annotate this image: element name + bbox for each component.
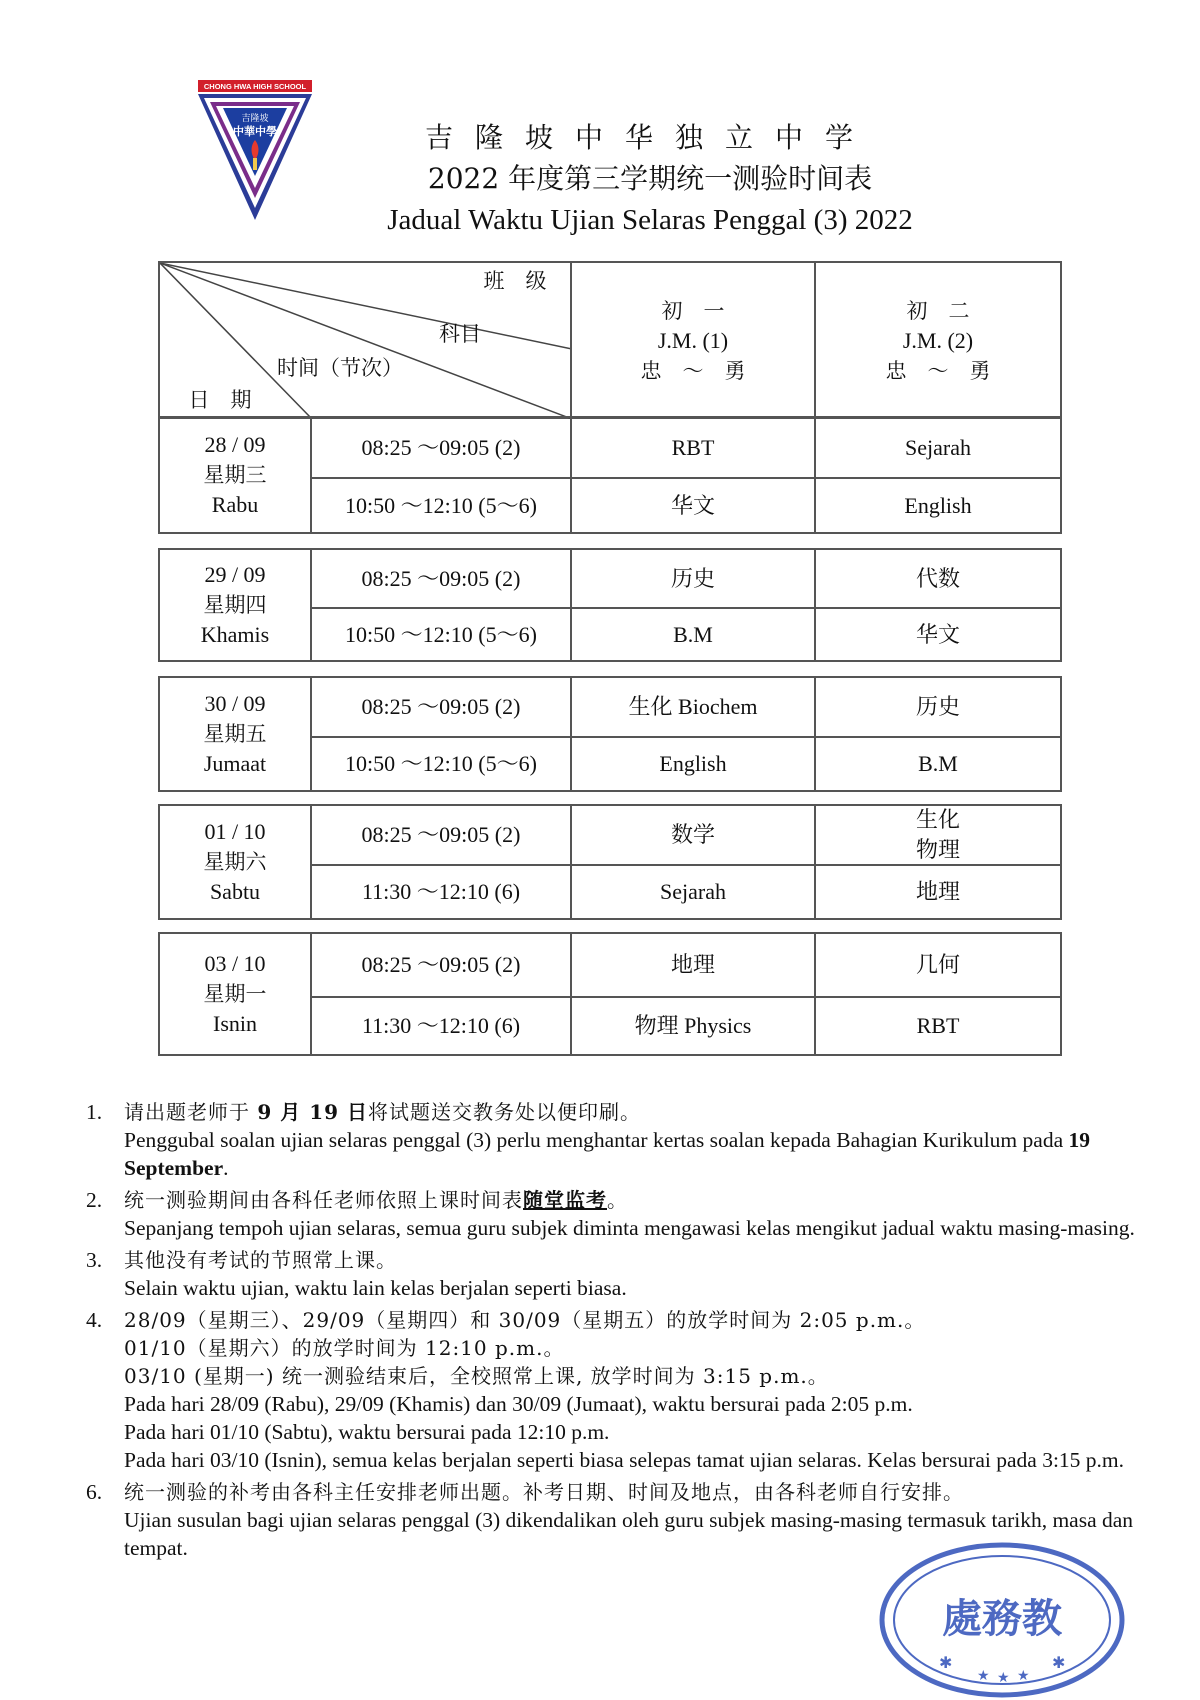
note-1: 1. 请出题老师于 9 月 19 日将试题送交教务处以便印刷。 Penggubal soalan ujian selaras penggal (3) perlu menghantar kertas soalan kepada Bahagian Kurikulum pada 19 September.: [86, 1100, 1090, 1180]
day-date-cell: [160, 806, 310, 918]
date-label: 日 期: [188, 388, 252, 412]
note-3: 3. 其他没有考试的节照常上课。 Selain waktu ujian, waktu lain kelas berjalan seperti biasa.: [86, 1248, 627, 1300]
jm2-code: J.M. (2): [902, 328, 974, 353]
day-block: [158, 804, 1062, 920]
slot-jm2-subject: 华文: [915, 621, 960, 647]
slot-jm2-subject: 历史: [915, 694, 960, 719]
slot-jm1-subject: RBT: [671, 434, 715, 460]
slot-jm2-subject: English: [904, 492, 972, 518]
table-header: [158, 261, 1062, 419]
svg-text:★: ★: [1017, 1668, 1030, 1684]
slot-jm1-subject: 数学: [670, 822, 715, 847]
slot-time: 11:30 ～12:10 (6): [361, 879, 521, 904]
slot-time: 08:25 ～09:05 (2): [361, 565, 521, 591]
day-weekday-zh: 星期四: [203, 593, 267, 617]
day-date-cell: [160, 678, 310, 790]
svg-text:★: ★: [977, 1668, 990, 1684]
day-date: 01 / 10: [204, 819, 266, 844]
day-weekday-zh: 星期一: [203, 982, 267, 1006]
day-date-cell: [160, 934, 310, 1054]
day-weekday-zh: 星期五: [203, 722, 267, 746]
svg-text:✱: ✱: [1052, 1653, 1066, 1672]
day-block: [158, 548, 1062, 662]
class-label: 班 级: [483, 269, 547, 293]
day-date-cell: [160, 550, 310, 660]
day-date-cell: [160, 418, 310, 532]
day-weekday-zh: 星期六: [203, 850, 267, 874]
slot-jm2-subject: B.M: [918, 751, 958, 776]
title-ms: Jadual Waktu Ujian Selaras Penggal (3) 2022: [387, 204, 913, 236]
day-date: 03 / 10: [204, 951, 266, 976]
slot-jm2-subject: RBT: [916, 1013, 960, 1038]
jm2-zh: 初 二: [906, 299, 970, 323]
day-date: 28 / 09: [204, 432, 266, 457]
day-weekday-zh: 星期三: [203, 463, 267, 487]
slot-time: 08:25 ～09:05 (2): [361, 434, 521, 460]
slot-time: 08:25 ～09:05 (2): [361, 694, 521, 719]
slot-jm1-subject: Sejarah: [660, 879, 726, 904]
slot-time: 10:50 ～12:10 (5～6): [345, 492, 537, 518]
jm1-classes: 忠 ～ 勇: [640, 359, 746, 383]
slot-time: 10:50 ～12:10 (5～6): [345, 751, 537, 776]
slot-jm1-subject: English: [659, 751, 727, 776]
slot-time: 10:50 ～12:10 (5～6): [345, 621, 537, 647]
jm1-code: J.M. (1): [657, 328, 729, 353]
school-logo: [195, 80, 315, 230]
column-jm2: [816, 263, 1060, 419]
jm2-classes: 忠 ～ 勇: [885, 359, 991, 383]
time-label: 时间（节次）: [277, 356, 403, 380]
logo-city: 吉隆坡: [241, 114, 269, 124]
stamp-text: 處務教: [942, 1595, 1062, 1642]
slot-jm2-subject: 地理: [915, 879, 960, 904]
logo-name: 中華中學: [233, 125, 277, 138]
column-jm1: [572, 263, 814, 419]
logo-school-en: CHONG HWA HIGH SCHOOL: [203, 82, 307, 91]
slot-jm2-subject: Sejarah: [905, 434, 971, 460]
day-block: [158, 676, 1062, 792]
slot-time: 08:25 ～09:05 (2): [361, 952, 521, 977]
note-2: 2. 统一测验期间由各科任老师依照上课时间表随堂监考。 Sepanjang tempoh ujian selaras, semua guru subjek diminta mengawasi kelas mengikut jadual waktu masing-masing.: [86, 1188, 1135, 1240]
svg-text:★: ★: [997, 1670, 1010, 1686]
day-weekday-ms: Sabtu: [209, 879, 261, 904]
office-stamp: [877, 1540, 1127, 1700]
day-date: 29 / 09: [204, 562, 266, 587]
note-4: 4. 28/09（星期三）、29/09（星期四）和 30/09（星期五）的放学时间为 2:05 p.m.。 01/10（星期六）的放学时间为 12:10 p.m.。 03/10 (星期一) 统一测验结束后，全校照常上课, 放学时间为 3:15 p.m.。 Pada hari 28/09 (Rabu), 29/09 (Khamis) dan 30/09 (Jumaat), waktu bersurai pada 2:05 p.m. Pada hari 01/10 (Sabtu), waktu bersurai pada 12:10 p.m. Pada hari 03/10 (Isnin), semua kelas berjalan seperti biasa selepas tamat ujian selaras. Kelas bersurai pada 3:15 p.m.: [86, 1308, 1125, 1472]
title-zh: 2022 年度第三学期统一测验时间表: [427, 162, 873, 195]
slot-time: 08:25 ～09:05 (2): [361, 822, 521, 847]
day-weekday-ms: Khamis: [200, 622, 270, 647]
slot-jm2-subject: 代数: [915, 565, 960, 591]
note-6: 6. 统一测验的补考由各科主任安排老师出题。补考日期、时间及地点，由各科老师自行安排。 Ujian susulan bagi ujian selaras penggal (3) dikendalikan oleh guru subjek masing-masing termasuk tarikh, masa dan tempat.: [86, 1480, 1134, 1560]
slot-jm2-subject: 生化 物理: [915, 807, 960, 862]
day-weekday-ms: Isnin: [213, 1011, 257, 1036]
day-weekday-ms: Jumaat: [203, 751, 267, 776]
day-block: [158, 932, 1062, 1056]
slot-jm1-subject: 物理 Physics: [634, 1013, 752, 1038]
slot-jm1-subject: 历史: [670, 565, 715, 591]
slot-jm1-subject: 华文: [670, 492, 715, 518]
slot-jm1-subject: 地理: [670, 952, 715, 977]
jm1-zh: 初 一: [661, 299, 725, 323]
day-block: [158, 416, 1062, 534]
slot-jm2-subject: 几何: [915, 952, 960, 977]
svg-text:✱: ✱: [939, 1653, 953, 1672]
school-name: 吉隆坡中华独立中学: [424, 121, 875, 154]
day-date: 30 / 09: [204, 691, 266, 716]
subject-label: 科目: [439, 322, 481, 346]
notes: [86, 1098, 1136, 1562]
slot-jm1-subject: 生化 Biochem: [628, 694, 758, 719]
day-weekday-ms: Rabu: [211, 492, 259, 517]
slot-time: 11:30 ～12:10 (6): [361, 1013, 521, 1038]
header: [330, 118, 970, 240]
slot-jm1-subject: B.M: [673, 621, 713, 647]
